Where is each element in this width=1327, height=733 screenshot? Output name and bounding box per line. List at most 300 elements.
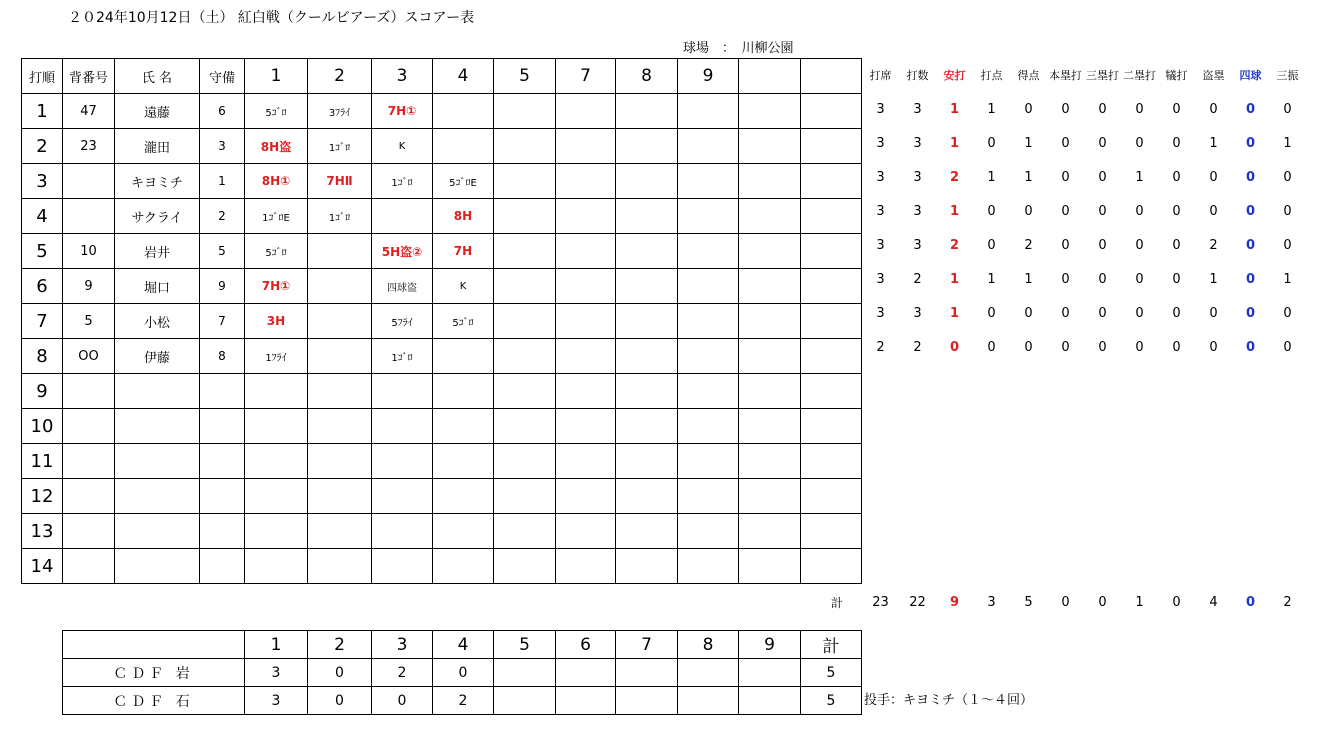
page-title: ２０24年10月12日（土） 紅白戦（クールビアーズ）スコアー表 bbox=[68, 10, 475, 26]
stat-header: 安打 bbox=[943, 69, 966, 82]
at-bat-cell bbox=[801, 234, 862, 269]
at-bat-cell: 1ｺﾞﾛ bbox=[372, 164, 433, 199]
fielding-position: 1 bbox=[200, 164, 245, 199]
inning-score: 0 bbox=[372, 687, 433, 715]
at-bat-cell bbox=[801, 374, 862, 409]
inning-score: 2 bbox=[433, 687, 494, 715]
at-bat-cell bbox=[494, 234, 556, 269]
stats-row bbox=[862, 330, 1306, 364]
fielding-position: 3 bbox=[200, 129, 245, 164]
at-bat-cell: 1ｺﾞﾛE bbox=[245, 199, 308, 234]
at-bat-cell bbox=[494, 94, 556, 129]
inning-score: 0 bbox=[308, 659, 372, 687]
stat-value: 0 bbox=[987, 135, 996, 151]
uniform-number: 23 bbox=[63, 129, 115, 164]
stat-value: 3 bbox=[876, 203, 885, 219]
batting-order: 6 bbox=[22, 269, 63, 304]
at-bat-cell bbox=[494, 549, 556, 584]
stat-value: 0 bbox=[1245, 135, 1256, 151]
batter-row bbox=[22, 409, 862, 444]
at-bat-cell bbox=[739, 444, 801, 479]
at-bat-cell bbox=[372, 444, 433, 479]
stat-value: 2 bbox=[949, 169, 960, 185]
batter-row bbox=[22, 374, 862, 409]
stat-value: 0 bbox=[1098, 271, 1107, 287]
stat-value: 3 bbox=[876, 271, 885, 287]
linescore-header: 2 bbox=[308, 631, 372, 659]
at-bat-cell bbox=[801, 409, 862, 444]
inning-score: 3 bbox=[245, 687, 308, 715]
inning-score bbox=[494, 659, 556, 687]
at-bat-cell bbox=[801, 199, 862, 234]
stats-row bbox=[862, 126, 1306, 160]
at-bat-cell bbox=[245, 444, 308, 479]
at-bat-cell: 7H① bbox=[372, 94, 433, 129]
fielding-position: 8 bbox=[200, 339, 245, 374]
at-bat-cell: 5ｺﾞﾛE bbox=[433, 164, 494, 199]
inning-score bbox=[739, 687, 801, 715]
team-name: ＣＤＦ 岩 bbox=[63, 659, 245, 687]
stat-value: 2 bbox=[876, 339, 885, 355]
at-bat-cell bbox=[616, 199, 678, 234]
stat-value: 0 bbox=[1209, 305, 1218, 321]
batter-row bbox=[22, 234, 862, 269]
at-bat-cell bbox=[556, 339, 616, 374]
at-bat-cell bbox=[433, 549, 494, 584]
at-bat-cell: 5ｺﾞﾛ bbox=[245, 94, 308, 129]
batter-row bbox=[22, 129, 862, 164]
at-bat-cell bbox=[433, 409, 494, 444]
stat-value: 0 bbox=[1245, 305, 1256, 321]
at-bat-cell bbox=[739, 549, 801, 584]
stat-value: 0 bbox=[1098, 135, 1107, 151]
stat-value: 1 bbox=[1209, 271, 1218, 287]
at-bat-cell bbox=[556, 164, 616, 199]
at-bat-cell bbox=[372, 199, 433, 234]
at-bat-cell bbox=[372, 479, 433, 514]
stat-value: 0 bbox=[1283, 169, 1292, 185]
stats-row bbox=[862, 296, 1306, 330]
stat-value: 1 bbox=[1283, 135, 1292, 151]
stat-header: 四球 bbox=[1239, 69, 1262, 82]
at-bat-cell bbox=[678, 129, 739, 164]
batting-order: 4 bbox=[22, 199, 63, 234]
stat-value: 2 bbox=[913, 339, 922, 355]
fielding-position: 7 bbox=[200, 304, 245, 339]
header-order: 打順 bbox=[22, 59, 63, 94]
stat-value: 0 bbox=[1172, 305, 1181, 321]
at-bat-cell: 7H bbox=[433, 234, 494, 269]
uniform-number bbox=[63, 479, 115, 514]
stat-value: 0 bbox=[1098, 305, 1107, 321]
stat-value: 0 bbox=[1061, 169, 1070, 185]
uniform-number bbox=[63, 444, 115, 479]
at-bat-cell bbox=[308, 479, 372, 514]
at-bat-cell bbox=[308, 269, 372, 304]
uniform-number bbox=[63, 164, 115, 199]
at-bat-cell: K bbox=[433, 269, 494, 304]
at-bat-cell bbox=[556, 199, 616, 234]
fielding-position: 2 bbox=[200, 199, 245, 234]
batter-row bbox=[22, 479, 862, 514]
stat-value: 3 bbox=[913, 135, 922, 151]
inning-score: 2 bbox=[372, 659, 433, 687]
at-bat-cell bbox=[678, 374, 739, 409]
stat-value: 1 bbox=[987, 169, 996, 185]
uniform-number bbox=[63, 514, 115, 549]
at-bat-cell bbox=[494, 199, 556, 234]
stat-value: 1 bbox=[949, 271, 960, 287]
at-bat-cell bbox=[678, 479, 739, 514]
total-value: 0 bbox=[1098, 594, 1107, 610]
at-bat-cell bbox=[433, 479, 494, 514]
total-value: 0 bbox=[1061, 594, 1070, 610]
linescore-header: 4 bbox=[433, 631, 494, 659]
batting-order: 7 bbox=[22, 304, 63, 339]
stat-value: 2 bbox=[949, 237, 960, 253]
at-bat-cell bbox=[245, 479, 308, 514]
at-bat-cell bbox=[801, 339, 862, 374]
stat-value: 1 bbox=[987, 101, 996, 117]
linescore-header: 8 bbox=[678, 631, 739, 659]
stat-value: 0 bbox=[1245, 101, 1256, 117]
linescore-header: 5 bbox=[494, 631, 556, 659]
uniform-number: 5 bbox=[63, 304, 115, 339]
at-bat-cell bbox=[556, 409, 616, 444]
stat-value: 0 bbox=[1172, 237, 1181, 253]
at-bat-cell bbox=[556, 444, 616, 479]
batting-order: 14 bbox=[22, 549, 63, 584]
at-bat-cell bbox=[433, 374, 494, 409]
header-inning: 7 bbox=[556, 59, 616, 94]
stat-value: 0 bbox=[1283, 203, 1292, 219]
totals-row bbox=[812, 585, 1306, 619]
stat-value: 1 bbox=[1024, 271, 1033, 287]
total-value: 5 bbox=[1024, 594, 1033, 610]
header-inning: 1 bbox=[245, 59, 308, 94]
stat-header: 打数 bbox=[906, 69, 929, 82]
stat-value: 1 bbox=[1209, 135, 1218, 151]
at-bat-cell bbox=[739, 94, 801, 129]
stat-value: 0 bbox=[1024, 305, 1033, 321]
at-bat-cell: 7H① bbox=[245, 269, 308, 304]
at-bat-cell bbox=[616, 339, 678, 374]
at-bat-cell bbox=[433, 444, 494, 479]
batter-row bbox=[22, 164, 862, 199]
stat-value: 0 bbox=[1283, 305, 1292, 321]
total-value: 0 bbox=[1245, 594, 1256, 610]
at-bat-cell bbox=[678, 304, 739, 339]
uniform-number bbox=[63, 374, 115, 409]
at-bat-cell bbox=[245, 374, 308, 409]
batting-order: 2 bbox=[22, 129, 63, 164]
header-inning: 4 bbox=[433, 59, 494, 94]
player-name: 小松 bbox=[115, 304, 200, 339]
at-bat-cell: K bbox=[372, 129, 433, 164]
at-bat-cell bbox=[308, 304, 372, 339]
at-bat-cell bbox=[494, 304, 556, 339]
at-bat-cell bbox=[678, 409, 739, 444]
at-bat-cell bbox=[494, 409, 556, 444]
batting-order: 5 bbox=[22, 234, 63, 269]
stat-value: 1 bbox=[949, 203, 960, 219]
batter-row bbox=[22, 304, 862, 339]
header-inning: 9 bbox=[678, 59, 739, 94]
stat-value: 0 bbox=[1172, 169, 1181, 185]
at-bat-cell: 8H bbox=[433, 199, 494, 234]
inning-score: 0 bbox=[433, 659, 494, 687]
inning-score bbox=[494, 687, 556, 715]
at-bat-cell bbox=[739, 129, 801, 164]
header-name: 氏 名 bbox=[115, 59, 200, 94]
header-row bbox=[22, 59, 862, 94]
player-name bbox=[115, 374, 200, 409]
team-name: ＣＤＦ 石 bbox=[63, 687, 245, 715]
batter-row bbox=[22, 199, 862, 234]
uniform-number bbox=[63, 199, 115, 234]
batter-row bbox=[22, 514, 862, 549]
stat-value: 0 bbox=[1098, 237, 1107, 253]
stat-value: 2 bbox=[913, 271, 922, 287]
at-bat-cell bbox=[433, 339, 494, 374]
header-number: 背番号 bbox=[63, 59, 115, 94]
at-bat-cell bbox=[678, 549, 739, 584]
header-inning: 3 bbox=[372, 59, 433, 94]
stat-value: 0 bbox=[1098, 169, 1107, 185]
stat-value: 0 bbox=[1209, 169, 1218, 185]
stat-value: 0 bbox=[1245, 169, 1256, 185]
at-bat-cell bbox=[372, 549, 433, 584]
stat-value: 3 bbox=[876, 169, 885, 185]
batting-order: 8 bbox=[22, 339, 63, 374]
at-bat-cell bbox=[739, 374, 801, 409]
batter-row bbox=[22, 444, 862, 479]
at-bat-cell bbox=[556, 234, 616, 269]
at-bat-cell bbox=[308, 409, 372, 444]
at-bat-cell bbox=[616, 549, 678, 584]
batter-row bbox=[22, 269, 862, 304]
at-bat-cell bbox=[556, 549, 616, 584]
uniform-number: OO bbox=[63, 339, 115, 374]
at-bat-cell bbox=[739, 234, 801, 269]
at-bat-cell bbox=[678, 199, 739, 234]
batting-order: 9 bbox=[22, 374, 63, 409]
stat-value: 0 bbox=[987, 305, 996, 321]
at-bat-cell bbox=[801, 549, 862, 584]
stat-value: 1 bbox=[1135, 169, 1144, 185]
linescore-header: 計 bbox=[801, 631, 862, 659]
stat-value: 0 bbox=[1098, 339, 1107, 355]
at-bat-cell: 四球盗 bbox=[372, 269, 433, 304]
stat-value: 1 bbox=[949, 305, 960, 321]
header-inning: 5 bbox=[494, 59, 556, 94]
stats-row bbox=[862, 160, 1306, 194]
at-bat-cell bbox=[245, 409, 308, 444]
at-bat-cell bbox=[494, 269, 556, 304]
batting-order: 10 bbox=[22, 409, 63, 444]
at-bat-cell bbox=[245, 514, 308, 549]
at-bat-cell: 8H① bbox=[245, 164, 308, 199]
at-bat-cell bbox=[556, 129, 616, 164]
stat-value: 0 bbox=[1024, 101, 1033, 117]
stat-value: 0 bbox=[1061, 305, 1070, 321]
batting-order: 13 bbox=[22, 514, 63, 549]
stat-value: 0 bbox=[1135, 305, 1144, 321]
total-value: 0 bbox=[1172, 594, 1181, 610]
uniform-number: 10 bbox=[63, 234, 115, 269]
batting-order: 1 bbox=[22, 94, 63, 129]
at-bat-cell bbox=[801, 514, 862, 549]
stat-value: 0 bbox=[1245, 203, 1256, 219]
at-bat-cell bbox=[372, 514, 433, 549]
team-row bbox=[63, 687, 862, 715]
stats-row bbox=[862, 194, 1306, 228]
at-bat-cell bbox=[616, 479, 678, 514]
stat-header: 盗塁 bbox=[1202, 69, 1225, 82]
stat-value: 0 bbox=[1061, 271, 1070, 287]
total-value: 9 bbox=[949, 594, 960, 610]
stat-value: 0 bbox=[1245, 237, 1256, 253]
at-bat-cell bbox=[739, 514, 801, 549]
fielding-position bbox=[200, 479, 245, 514]
at-bat-cell bbox=[494, 514, 556, 549]
batter-row bbox=[22, 339, 862, 374]
stats-row bbox=[862, 228, 1306, 262]
player-name bbox=[115, 444, 200, 479]
player-name: 伊藤 bbox=[115, 339, 200, 374]
header-inning: 2 bbox=[308, 59, 372, 94]
player-name: サクライ bbox=[115, 199, 200, 234]
stat-value: 1 bbox=[949, 101, 960, 117]
at-bat-cell bbox=[678, 514, 739, 549]
batter-row bbox=[22, 94, 862, 129]
at-bat-cell bbox=[433, 94, 494, 129]
uniform-number: 47 bbox=[63, 94, 115, 129]
stat-value: 3 bbox=[913, 305, 922, 321]
stat-header: 三振 bbox=[1276, 69, 1299, 82]
player-name bbox=[115, 549, 200, 584]
at-bat-cell bbox=[494, 479, 556, 514]
at-bat-cell bbox=[801, 304, 862, 339]
player-name bbox=[115, 479, 200, 514]
stat-header: 本塁打 bbox=[1049, 69, 1082, 82]
at-bat-cell bbox=[801, 129, 862, 164]
at-bat-cell bbox=[739, 479, 801, 514]
at-bat-cell bbox=[616, 129, 678, 164]
stat-value: 0 bbox=[1061, 339, 1070, 355]
at-bat-cell bbox=[494, 374, 556, 409]
linescore-header: 3 bbox=[372, 631, 433, 659]
team-row bbox=[63, 659, 862, 687]
stat-value: 1 bbox=[987, 271, 996, 287]
stats-row bbox=[862, 92, 1306, 126]
stat-value: 2 bbox=[1209, 237, 1218, 253]
uniform-number: 9 bbox=[63, 269, 115, 304]
header-inning bbox=[801, 59, 862, 94]
stat-value: 0 bbox=[1172, 271, 1181, 287]
batting-stats-table bbox=[862, 58, 1306, 364]
at-bat-cell bbox=[616, 444, 678, 479]
inning-score bbox=[616, 659, 678, 687]
total-value: 1 bbox=[1135, 594, 1144, 610]
at-bat-cell: 8H盗 bbox=[245, 129, 308, 164]
stat-value: 0 bbox=[1172, 101, 1181, 117]
uniform-number bbox=[63, 409, 115, 444]
at-bat-cell bbox=[616, 94, 678, 129]
at-bat-cell bbox=[556, 514, 616, 549]
stat-value: 0 bbox=[987, 339, 996, 355]
linescore-table bbox=[62, 630, 862, 715]
inning-score bbox=[616, 687, 678, 715]
fielding-position: 5 bbox=[200, 234, 245, 269]
stat-value: 0 bbox=[1283, 339, 1292, 355]
at-bat-cell bbox=[433, 129, 494, 164]
stat-value: 3 bbox=[913, 101, 922, 117]
fielding-position bbox=[200, 409, 245, 444]
at-bat-cell bbox=[494, 339, 556, 374]
fielding-position bbox=[200, 549, 245, 584]
stat-value: 1 bbox=[1024, 169, 1033, 185]
stat-header: 打点 bbox=[980, 69, 1003, 82]
stat-value: 0 bbox=[1135, 339, 1144, 355]
at-bat-cell bbox=[616, 164, 678, 199]
inning-score: 0 bbox=[308, 687, 372, 715]
stat-value: 3 bbox=[913, 237, 922, 253]
player-name: 遠藤 bbox=[115, 94, 200, 129]
at-bat-cell bbox=[616, 409, 678, 444]
at-bat-cell bbox=[678, 339, 739, 374]
linescore-header: 6 bbox=[556, 631, 616, 659]
player-name bbox=[115, 409, 200, 444]
at-bat-cell bbox=[739, 269, 801, 304]
stat-value: 1 bbox=[1283, 271, 1292, 287]
stat-value: 0 bbox=[987, 203, 996, 219]
at-bat-cell bbox=[678, 164, 739, 199]
stat-header: 三塁打 bbox=[1086, 69, 1119, 82]
linescore-header-row bbox=[63, 631, 862, 659]
at-bat-cell bbox=[308, 339, 372, 374]
player-name: 岩井 bbox=[115, 234, 200, 269]
linescore-header: 1 bbox=[245, 631, 308, 659]
at-bat-cell bbox=[308, 514, 372, 549]
stat-header: 得点 bbox=[1017, 69, 1040, 82]
at-bat-cell bbox=[308, 234, 372, 269]
stat-value: 0 bbox=[1061, 237, 1070, 253]
at-bat-cell bbox=[801, 479, 862, 514]
at-bat-cell bbox=[616, 374, 678, 409]
stat-value: 0 bbox=[1061, 135, 1070, 151]
at-bat-cell: 5ｺﾞﾛ bbox=[433, 304, 494, 339]
at-bat-cell bbox=[678, 94, 739, 129]
at-bat-cell bbox=[556, 94, 616, 129]
at-bat-cell bbox=[616, 514, 678, 549]
fielding-position bbox=[200, 374, 245, 409]
stat-value: 0 bbox=[1245, 339, 1256, 355]
team-total: 5 bbox=[801, 687, 862, 715]
at-bat-cell bbox=[372, 409, 433, 444]
at-bat-cell: 3ﾌﾗｲ bbox=[308, 94, 372, 129]
stat-value: 0 bbox=[1135, 237, 1144, 253]
at-bat-cell bbox=[678, 269, 739, 304]
at-bat-cell bbox=[556, 304, 616, 339]
stat-value: 0 bbox=[1209, 203, 1218, 219]
stat-value: 0 bbox=[1283, 101, 1292, 117]
player-name: 瀧田 bbox=[115, 129, 200, 164]
stat-value: 3 bbox=[876, 135, 885, 151]
total-value: 4 bbox=[1209, 594, 1218, 610]
at-bat-cell bbox=[801, 444, 862, 479]
total-value: 23 bbox=[872, 594, 889, 610]
